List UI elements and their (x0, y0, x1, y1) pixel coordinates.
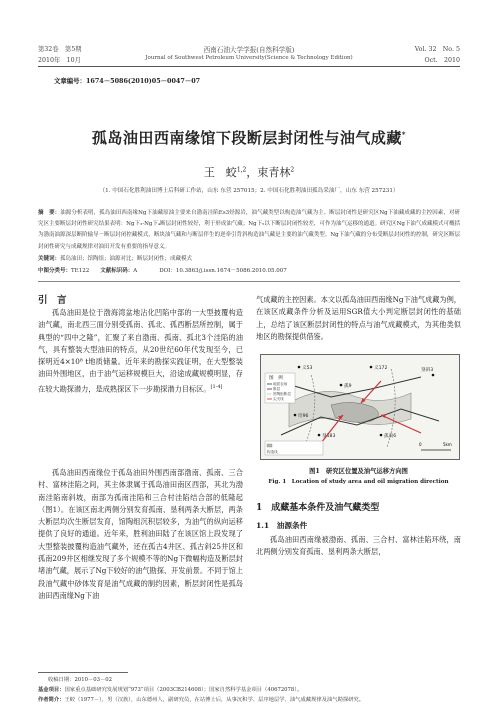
issue-date-en: Oct. 2010 (424, 57, 460, 64)
journal-name-en: Journal of Southwest Petroleum University(Science & Technology Edition) (145, 55, 353, 61)
article-number: 文章编号：1674－5086(2010)05－0047－07 (54, 77, 201, 85)
figure-1-caption-cn: 图1 研究区位置及油气运移方向图 (309, 468, 408, 475)
legend-item-3: 馆陶组断层 (273, 392, 291, 397)
legend-item-2: 断层 (273, 387, 281, 392)
intro-paragraph-1: 孤岛油田是位于渤海湾盆地沾化凹陷中部的一大型披覆构造油气藏，南北西三面分别受孤南、孤北、孤西断层所控制，属于典型的“四中之隆”，汇聚了来自渤南、孤南、孤北3个洼陷的油气，具有整装大型油田的特点，从20世纪60年代发现至今，已探明近4×10⁸ t地质储量。近年来的勘探实践证明，在大型整装油田外围地区，由于油气运移规模巨大，沿途成藏规模明显，存在较大勘探潜力，是成熟探区下一步勘探潜力目标区。[1-4] (38, 308, 243, 394)
volume-issue: 第32卷 第5期 (38, 46, 82, 53)
section-1-heading: 1 成藏基本条件及油气藏类型 (256, 503, 380, 513)
intro-paragraph-2: 孤岛油田西南缘位于孤岛油田外围西南部渤南、孤南、三合村、富林洼陷之间，其主体隶属于孤岛油田南区西部，其北为渤南洼陷南斜坡，南部为孤南洼陷和三合村洼陷结合部的低隆起（图1）。在该区南北两侧分别发育孤南、垦利两条大断层，两条大断层均次生断层发育，馆陶组沉积层较多，为油气的纵向运移提供了良好的通道。近年来，胜利油田陆了在该区馆上段发现了大型整装披覆构造油气藏外，还在孤古4井区、孤古斜25井区和孤南209井区相继发现了多个规模不等的Ng下微幅构造及断层封堵油气藏，展示了Ng下较好的油气勘探、开发前景。不同于馆上段油气藏中砂体发育是油气成藏的制约因素，断层封闭性是孤岛油田西南缘Ng下油 (38, 468, 243, 600)
well-label-2: 义172 (374, 366, 388, 371)
classification-line: 中图分类号：TE122 文献标识码：A DOI：10.3863/j.issn.1674－5086.2010.05.007 (38, 268, 287, 274)
intro-heading: 引 言 (38, 295, 67, 306)
well-label-1: 义53 (302, 366, 313, 371)
well-label-7: 孤南6 (384, 434, 397, 439)
scale-label: 5km (443, 442, 452, 447)
well-label-3: 垦斜3 (421, 368, 434, 373)
authors: 王 蛟$^{1,2}$，束青林$^2$ (203, 166, 295, 179)
legend-item-4: 尖灭线 (273, 397, 284, 402)
abstract-rule (38, 281, 460, 282)
keywords: 关键词：孤岛油田；馆陶组；油源对比；断层封闭性；成藏模式 (38, 256, 193, 262)
scale-zero: 0 (419, 442, 422, 447)
abstract: 摘 要：油源分析表明，孤岛油田西南缘Ng下油藏原油主要来自渤南洼陷Es3烃源岩，油气藏类型以构造油气藏为主。断层封闭性是研究区Ng下油藏成藏的主控因素，对研究区主要断层封闭性研究结果表明：Ng下₃-Ng下₄断层封闭性较好，利于形成油气藏；Ng下₅以下断层封闭性较差，可作为油气运移的通道。研究区Ng下油气成藏模式可概括为渤南油源深层断阶输导－断层封闭控藏模式，断块油气藏和与断层伴生的逆牵引背斜构造油气藏是主要的油气藏类型。Ng下油气藏的分布受断层封闭性的控制，研究区断层封闭性研究与成藏规律对油田开发有重要的指导意义。 (38, 210, 460, 250)
well-label-5: 埕96 (298, 414, 309, 419)
legend-title: 图 例 (269, 376, 283, 381)
figure-1-map (260, 354, 460, 460)
intro-paragraph-3: 气成藏的主控因素。本文以孤岛油田西南缘Ng下油气成藏为例，在该区成藏条件分析及运用SGR值大小判定断层封闭性的基础上，总结了该区断层封闭性的特点与油气成藏模式，为其他类似地区的勘探提供借鉴。 (256, 295, 461, 341)
author-bio: 作者简介：王蛟（1977－），男（汉族），山东德州人，副研究员，在站博士后，从事沉积学、层序地层学、油气成藏规律及油气勘探研究。 (38, 697, 365, 703)
journal-name-cn: 西南石油大学学报(自然科学版) (203, 46, 295, 54)
issue-date: 2010年 10月 (38, 57, 81, 64)
figure-1-caption-en: Fig. 1 Location of study area and oil migration direction (268, 479, 449, 485)
location-map (261, 355, 459, 459)
legend-item-1: 地质农场 (273, 382, 288, 387)
received-date: 收稿日期：2010－03－02 (48, 677, 113, 683)
well-label-4: 孤9 (344, 384, 352, 389)
fund-note: 基金项目：国家重点基础研究发展规划“973”项目（2003CB214608）；国家自然科学基金项目（40672078）。 (38, 687, 303, 693)
section-1-1-heading: 1.1 油源条件 (256, 521, 308, 530)
affiliations: （1. 中国石化胜利油田博士后科研工作站，山东 东营 257015；2. 中国石化胜利油田孤岛采油厂，山东 东营 257231） (99, 188, 399, 194)
paper-title: 孤岛油田西南缘馆下段断层封闭性与油气成藏* (91, 129, 407, 147)
title-footnote-mark: * (401, 130, 407, 139)
footnote-rule (38, 672, 128, 673)
volume-issue-en: Vol. 32 No. 5 (414, 46, 460, 53)
legend-item-5: 构造线 (267, 450, 278, 454)
section-1-1-paragraph: 孤岛油田西南缘被渤南、孤南、三合村、富林洼陷环绕，南北两侧分别发育孤南、垦利两条大断层， (256, 535, 461, 557)
well-label-6: 垦183 (322, 434, 336, 439)
header-rule (38, 66, 460, 67)
